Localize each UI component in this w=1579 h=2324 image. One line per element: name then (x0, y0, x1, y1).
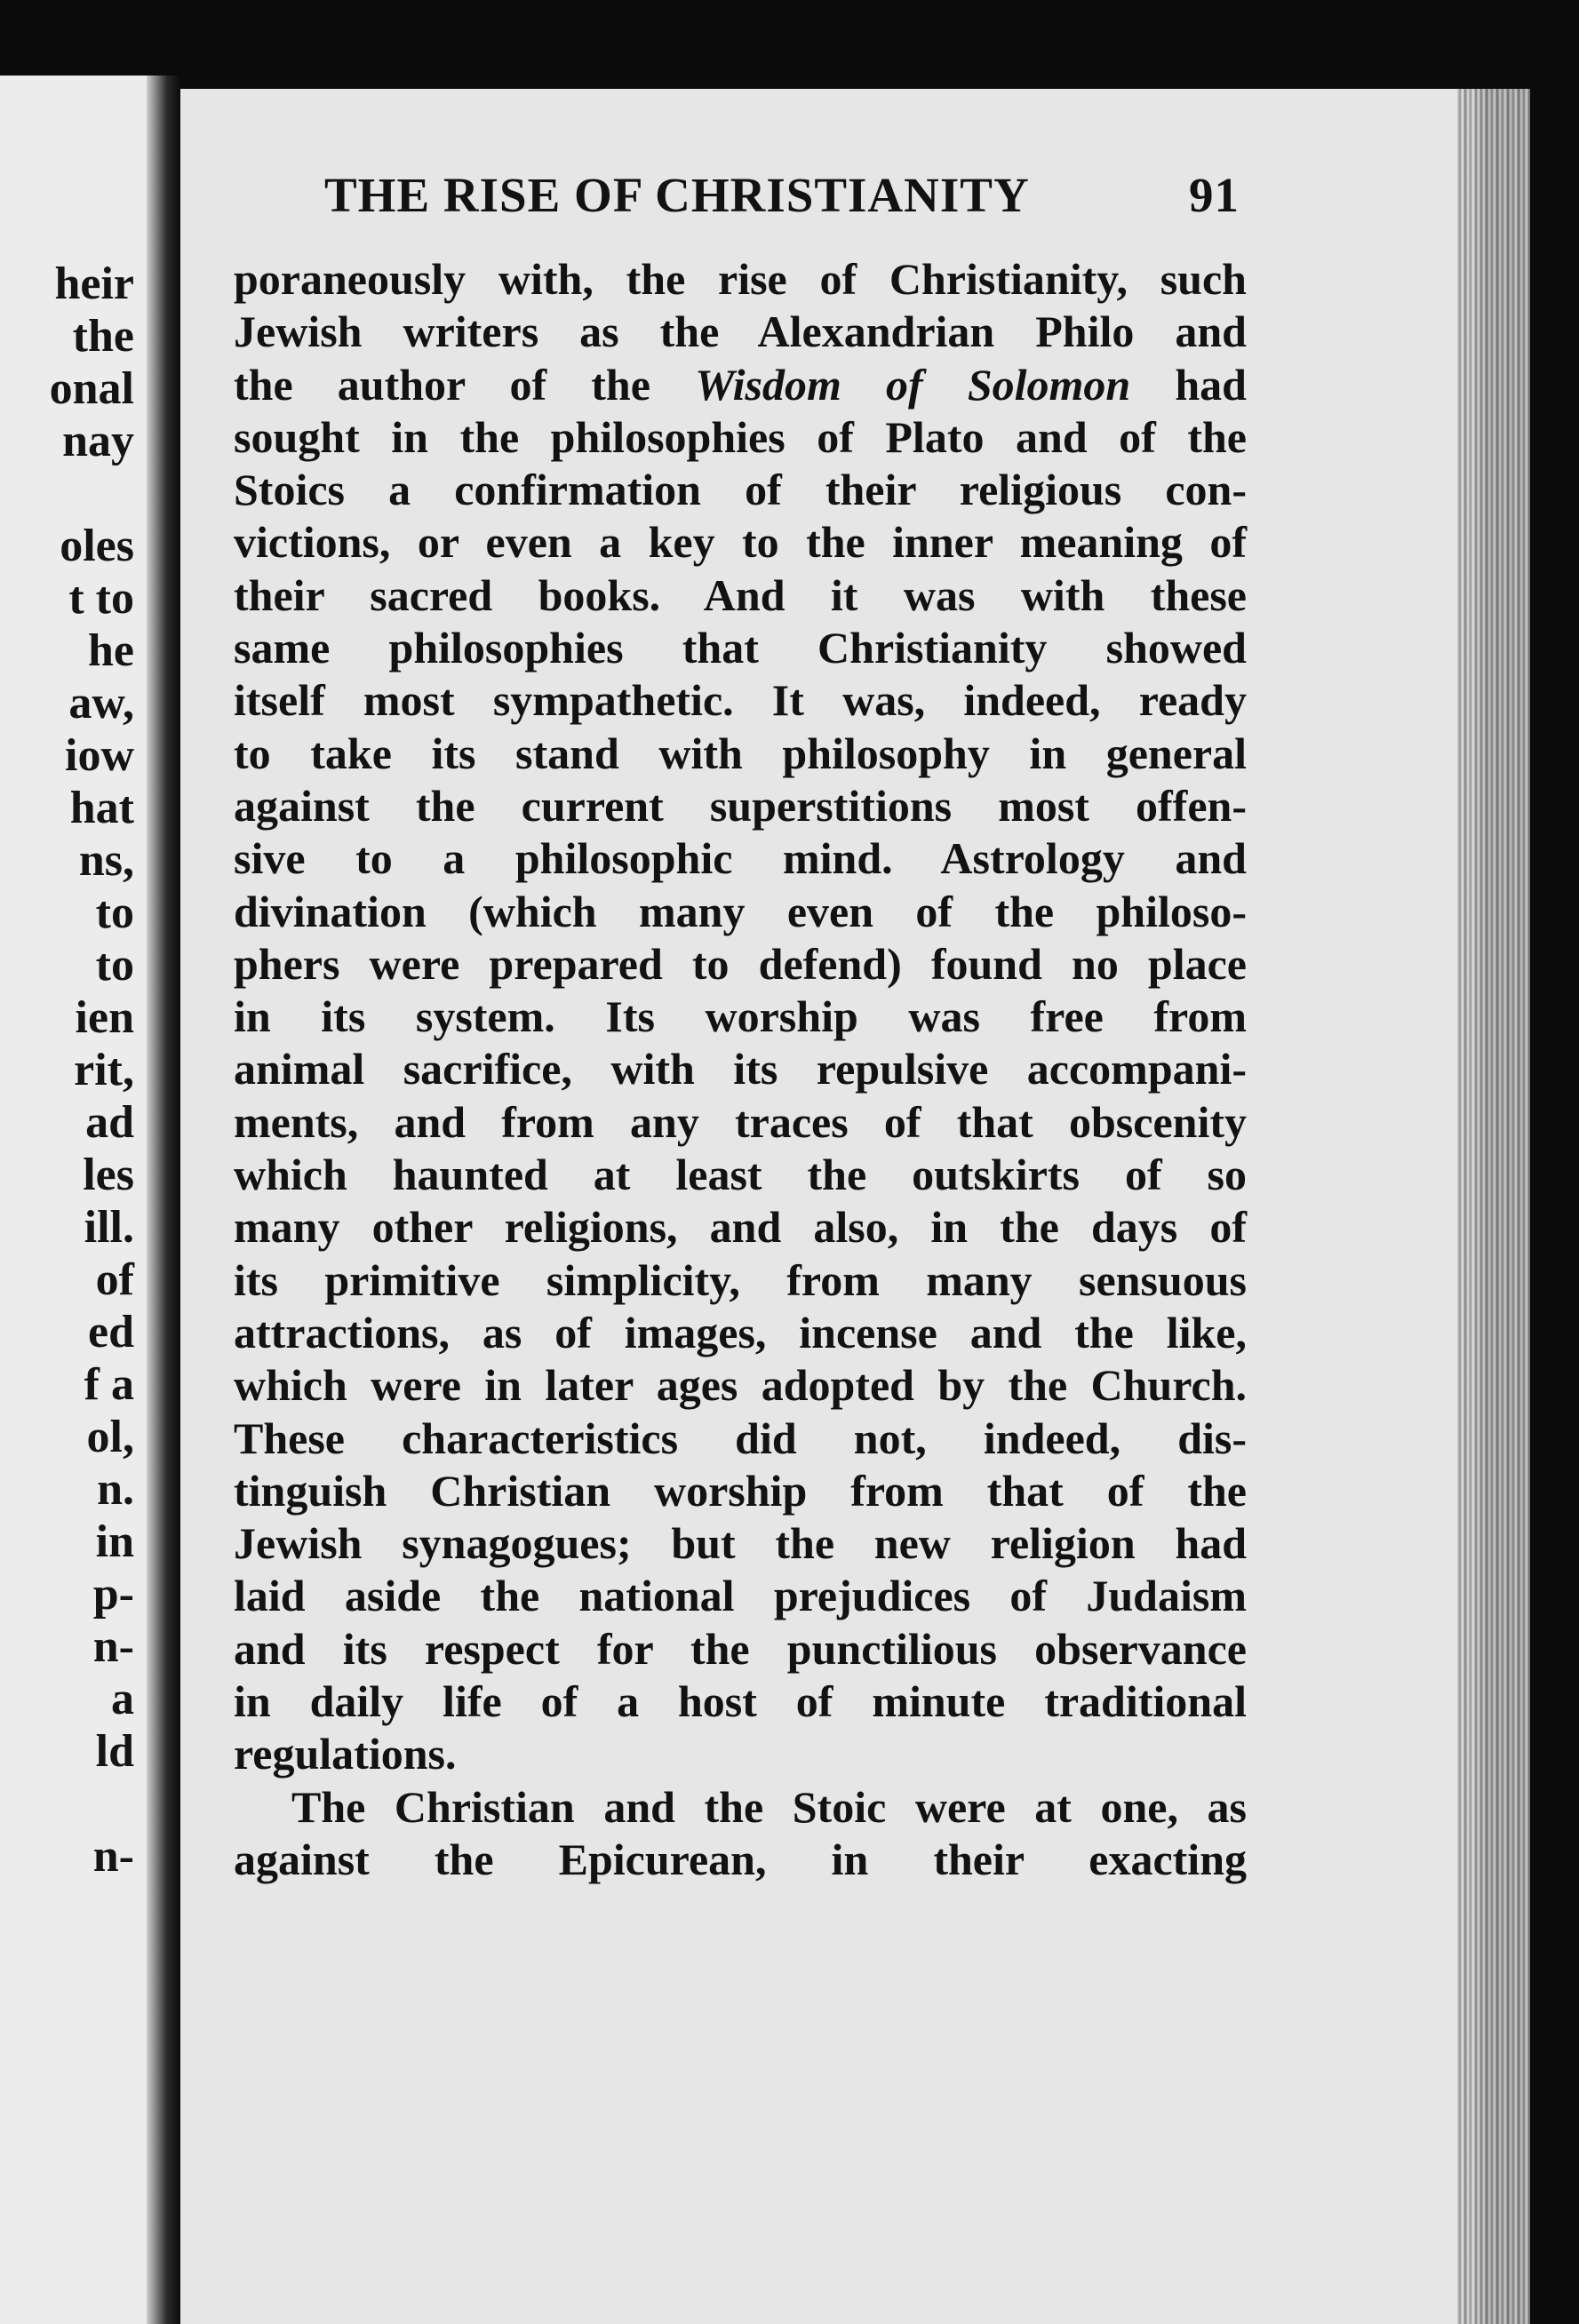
text-line: itself most sympathetic. It was, indeed, ready (234, 675, 1247, 726)
text-line: poraneously with, the rise of Christianity, such (234, 254, 1247, 304)
text-line: many other religions, and also, in the days of (234, 1202, 1247, 1253)
text-line: Jewish synagogues; but the new religion had (234, 1518, 1247, 1569)
text-line: against the current superstitions most offen- (234, 780, 1247, 831)
book-title-italic: Wisdom of Solomon (695, 359, 1131, 410)
left-fragment: f a (84, 1359, 134, 1410)
text-line: Stoics a confirmation of their religious con- (234, 465, 1247, 515)
left-fragment: in (95, 1516, 134, 1567)
text-line: sive to a philosophic mind. Astrology and (234, 833, 1247, 884)
running-header (324, 167, 1240, 223)
text-line: animal sacrifice, with its repulsive accompani- (234, 1044, 1247, 1094)
left-fragment: a (111, 1674, 134, 1724)
left-fragment: ld (95, 1726, 134, 1777)
text-line: tinguish Christian worship from that of the (234, 1465, 1247, 1516)
text-line: and its respect for the punctilious observance (234, 1623, 1247, 1674)
text-line: ments, and from any traces of that obscenity (234, 1096, 1247, 1147)
left-fragment: onal (49, 363, 134, 414)
text-line: in daily life of a host of minute traditional (234, 1676, 1247, 1727)
scan-background (1530, 89, 1579, 2324)
left-fragment: rit, (74, 1045, 134, 1095)
text-line: laid aside the national prejudices of Judaism (234, 1571, 1247, 1621)
text-line: attractions, as of images, incense and the like, (234, 1307, 1247, 1357)
left-fragment: t to (68, 573, 134, 624)
left-fragment: of (95, 1254, 134, 1305)
text-line (234, 359, 1247, 411)
left-facing-page (0, 76, 147, 2324)
left-fragment: ill. (84, 1202, 134, 1253)
left-fragment: hat (69, 783, 134, 833)
left-fragment: ed (88, 1307, 134, 1357)
left-fragment: n. (97, 1464, 134, 1515)
left-fragment (50, 1778, 134, 1830)
left-fragment: n- (92, 1621, 134, 1672)
text-line: in its system. Its worship was free from (234, 991, 1247, 1042)
text-line: to take its stand with philosophy in general (234, 728, 1247, 778)
left-fragment: aw, (68, 678, 134, 728)
text-line: regulations. (234, 1729, 457, 1779)
left-fragment: the (72, 311, 134, 362)
left-page-text-fragments (50, 258, 134, 1882)
body-text (234, 253, 1247, 1886)
text-segment: the author of the (234, 359, 650, 410)
left-fragment: les (83, 1150, 134, 1200)
text-line: Jewish writers as the Alexandrian Philo and (234, 306, 1247, 357)
text-line: These characteristics did not, indeed, dis- (234, 1413, 1247, 1463)
left-fragment: to (95, 940, 134, 991)
text-line: their sacred books. And it was with these (234, 569, 1247, 620)
running-title: THE RISE OF CHRISTIANITY (324, 168, 1030, 222)
left-fragment: heir (54, 259, 134, 309)
text-line: same philosophies that Christianity showed (234, 623, 1247, 673)
left-fragment: nay (62, 416, 134, 466)
page-number: 91 (1189, 168, 1240, 222)
left-fragment (50, 467, 134, 520)
left-fragment: ns, (78, 835, 134, 886)
book-gutter-shadow (147, 76, 180, 2324)
text-line: which haunted at least the outskirts of so (234, 1150, 1247, 1200)
left-fragment: n- (92, 1831, 134, 1882)
left-fragment: p- (92, 1569, 134, 1620)
page-stack-edge (1457, 89, 1530, 2324)
left-fragment: to (95, 887, 134, 938)
left-fragment: ol, (86, 1412, 134, 1462)
text-line: divination (which many even of the philoso- (234, 886, 1247, 936)
paragraph-start-line: The Christian and the Stoic were at one, as (291, 1781, 1247, 1832)
text-line: sought in the philosophies of Plato and of the (234, 411, 1247, 462)
left-fragment: oles (60, 521, 134, 571)
text-line: against the Epicurean, in their exacting (234, 1834, 1247, 1884)
text-line: phers were prepared to defend) found no place (234, 938, 1247, 989)
left-fragment: ad (85, 1097, 134, 1148)
text-segment: had (1175, 359, 1247, 410)
left-fragment: iow (65, 730, 134, 781)
text-line: which were in later ages adopted by the Church. (234, 1360, 1247, 1411)
left-fragment: ien (75, 992, 134, 1043)
left-fragment: he (88, 625, 134, 676)
text-line: victions, or even a key to the inner meaning of (234, 517, 1247, 568)
text-line: its primitive simplicity, from many sensuous (234, 1254, 1247, 1305)
